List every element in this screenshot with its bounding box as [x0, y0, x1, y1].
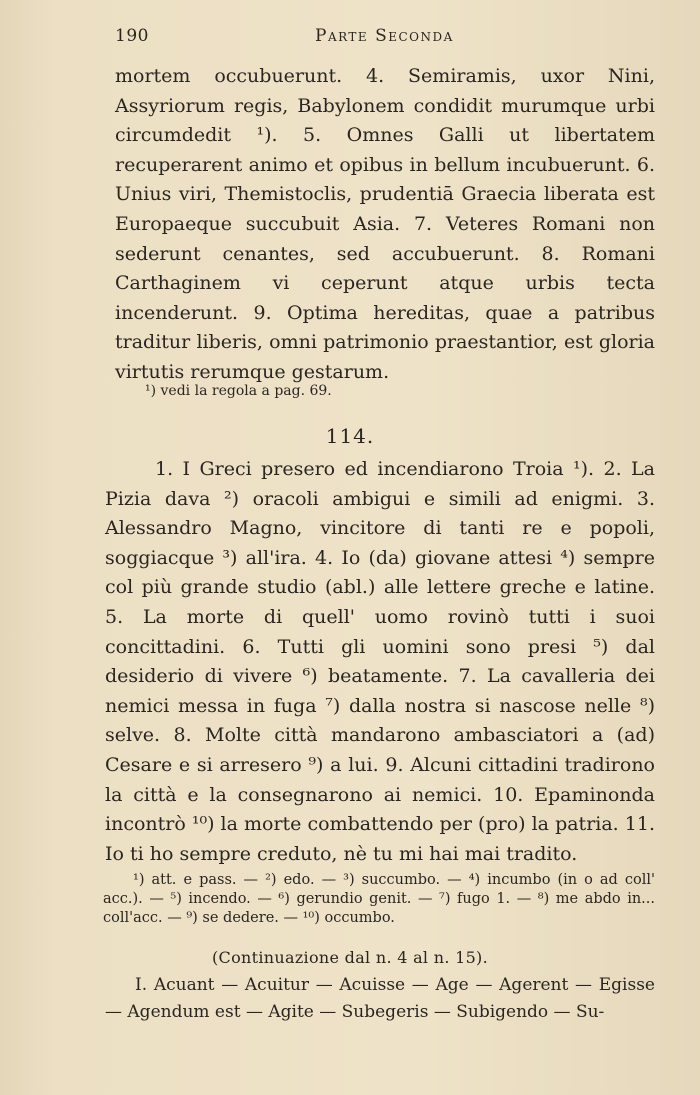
- footnote: ¹) vedi la regola a pag. 69.: [145, 383, 332, 399]
- exercise-text-italian: [105, 455, 655, 869]
- page-number: 190: [115, 26, 149, 46]
- footnotes: [103, 871, 655, 928]
- paragraph: 1. I Greci presero ed incendiarono Troia ¹). 2. La Pizia dava ²) oracoli ambigui e simili ad enigmi. 3. Alessandro Magno, vincitore di tanti re e popoli, soggiacque ³) all'ira. 4. Io (da) giovane attesi ⁴) sempre col più grande studio (abl.) alle lettere greche e latine. 5. La morte di quell' uomo rovinò tutti i suoi concittadini. 6. Tutti gli uomini sono presi ⁵) dal desiderio di vivere ⁶) beatamente. 7. La cavalleria dei nemici messa in fuga ⁷) dalla nostra si nascose nelle ⁸) selve. 8. Molte città mandarono ambasciatori a (ad) Cesare e si arresero ⁹) a lui. 9. Alcuni cittadini tradirono la città e la consegnarono ai nemici. 10. Epaminonda incontrò ¹⁰) la morte combattendo per (pro) la patria. 11. Io ti ho sempre creduto, nè tu mi hai mai tradito.: [105, 458, 655, 865]
- footnote: ¹) att. e pass. — ²) edo. — ³) succumbo. — ⁴) incumbo (in o ad coll' acc.). — ⁵) incendo. — ⁶) gerundio genit. — ⁷) fugo 1. — ⁸) me abdo in... coll'acc. — ⁹) se dedere. — ¹⁰) occumbo.: [103, 872, 655, 926]
- page-header: [115, 26, 655, 50]
- running-title: Parte Seconda: [315, 26, 454, 46]
- exercise-text-latin: [115, 62, 655, 388]
- continuation-heading: (Continuazione dal n. 4 al n. 15).: [212, 948, 488, 967]
- verb-form-list: [105, 972, 655, 1026]
- section-number: 114.: [325, 424, 375, 448]
- paragraph: mortem occubuerunt. 4. Semiramis, uxor Nini, Assyriorum regis, Babylonem condidit murumque urbi circumdedit ¹). 5. Omnes Galli ut libertatem recuperarent animo et opibus in bellum incubuerunt. 6. Unius viri, Themistoclis, prudentiā Graecia liberata est Europaeque succubuit Asia. 7. Veteres Romani non sederunt cenantes, sed accubuerunt. 8. Romani Carthaginem vi ceperunt atque urbis tecta incenderunt. 9. Optima hereditas, quae a patribus traditur liberis, omni patrimonio praestantior, est gloria virtutis rerumque gestarum.: [115, 65, 655, 383]
- paragraph: I. Acuant — Acuitur — Acuisse — Age — Agerent — Egisse — Agendum est — Agite — Subegeris — Subigendo — Su-: [105, 975, 655, 1022]
